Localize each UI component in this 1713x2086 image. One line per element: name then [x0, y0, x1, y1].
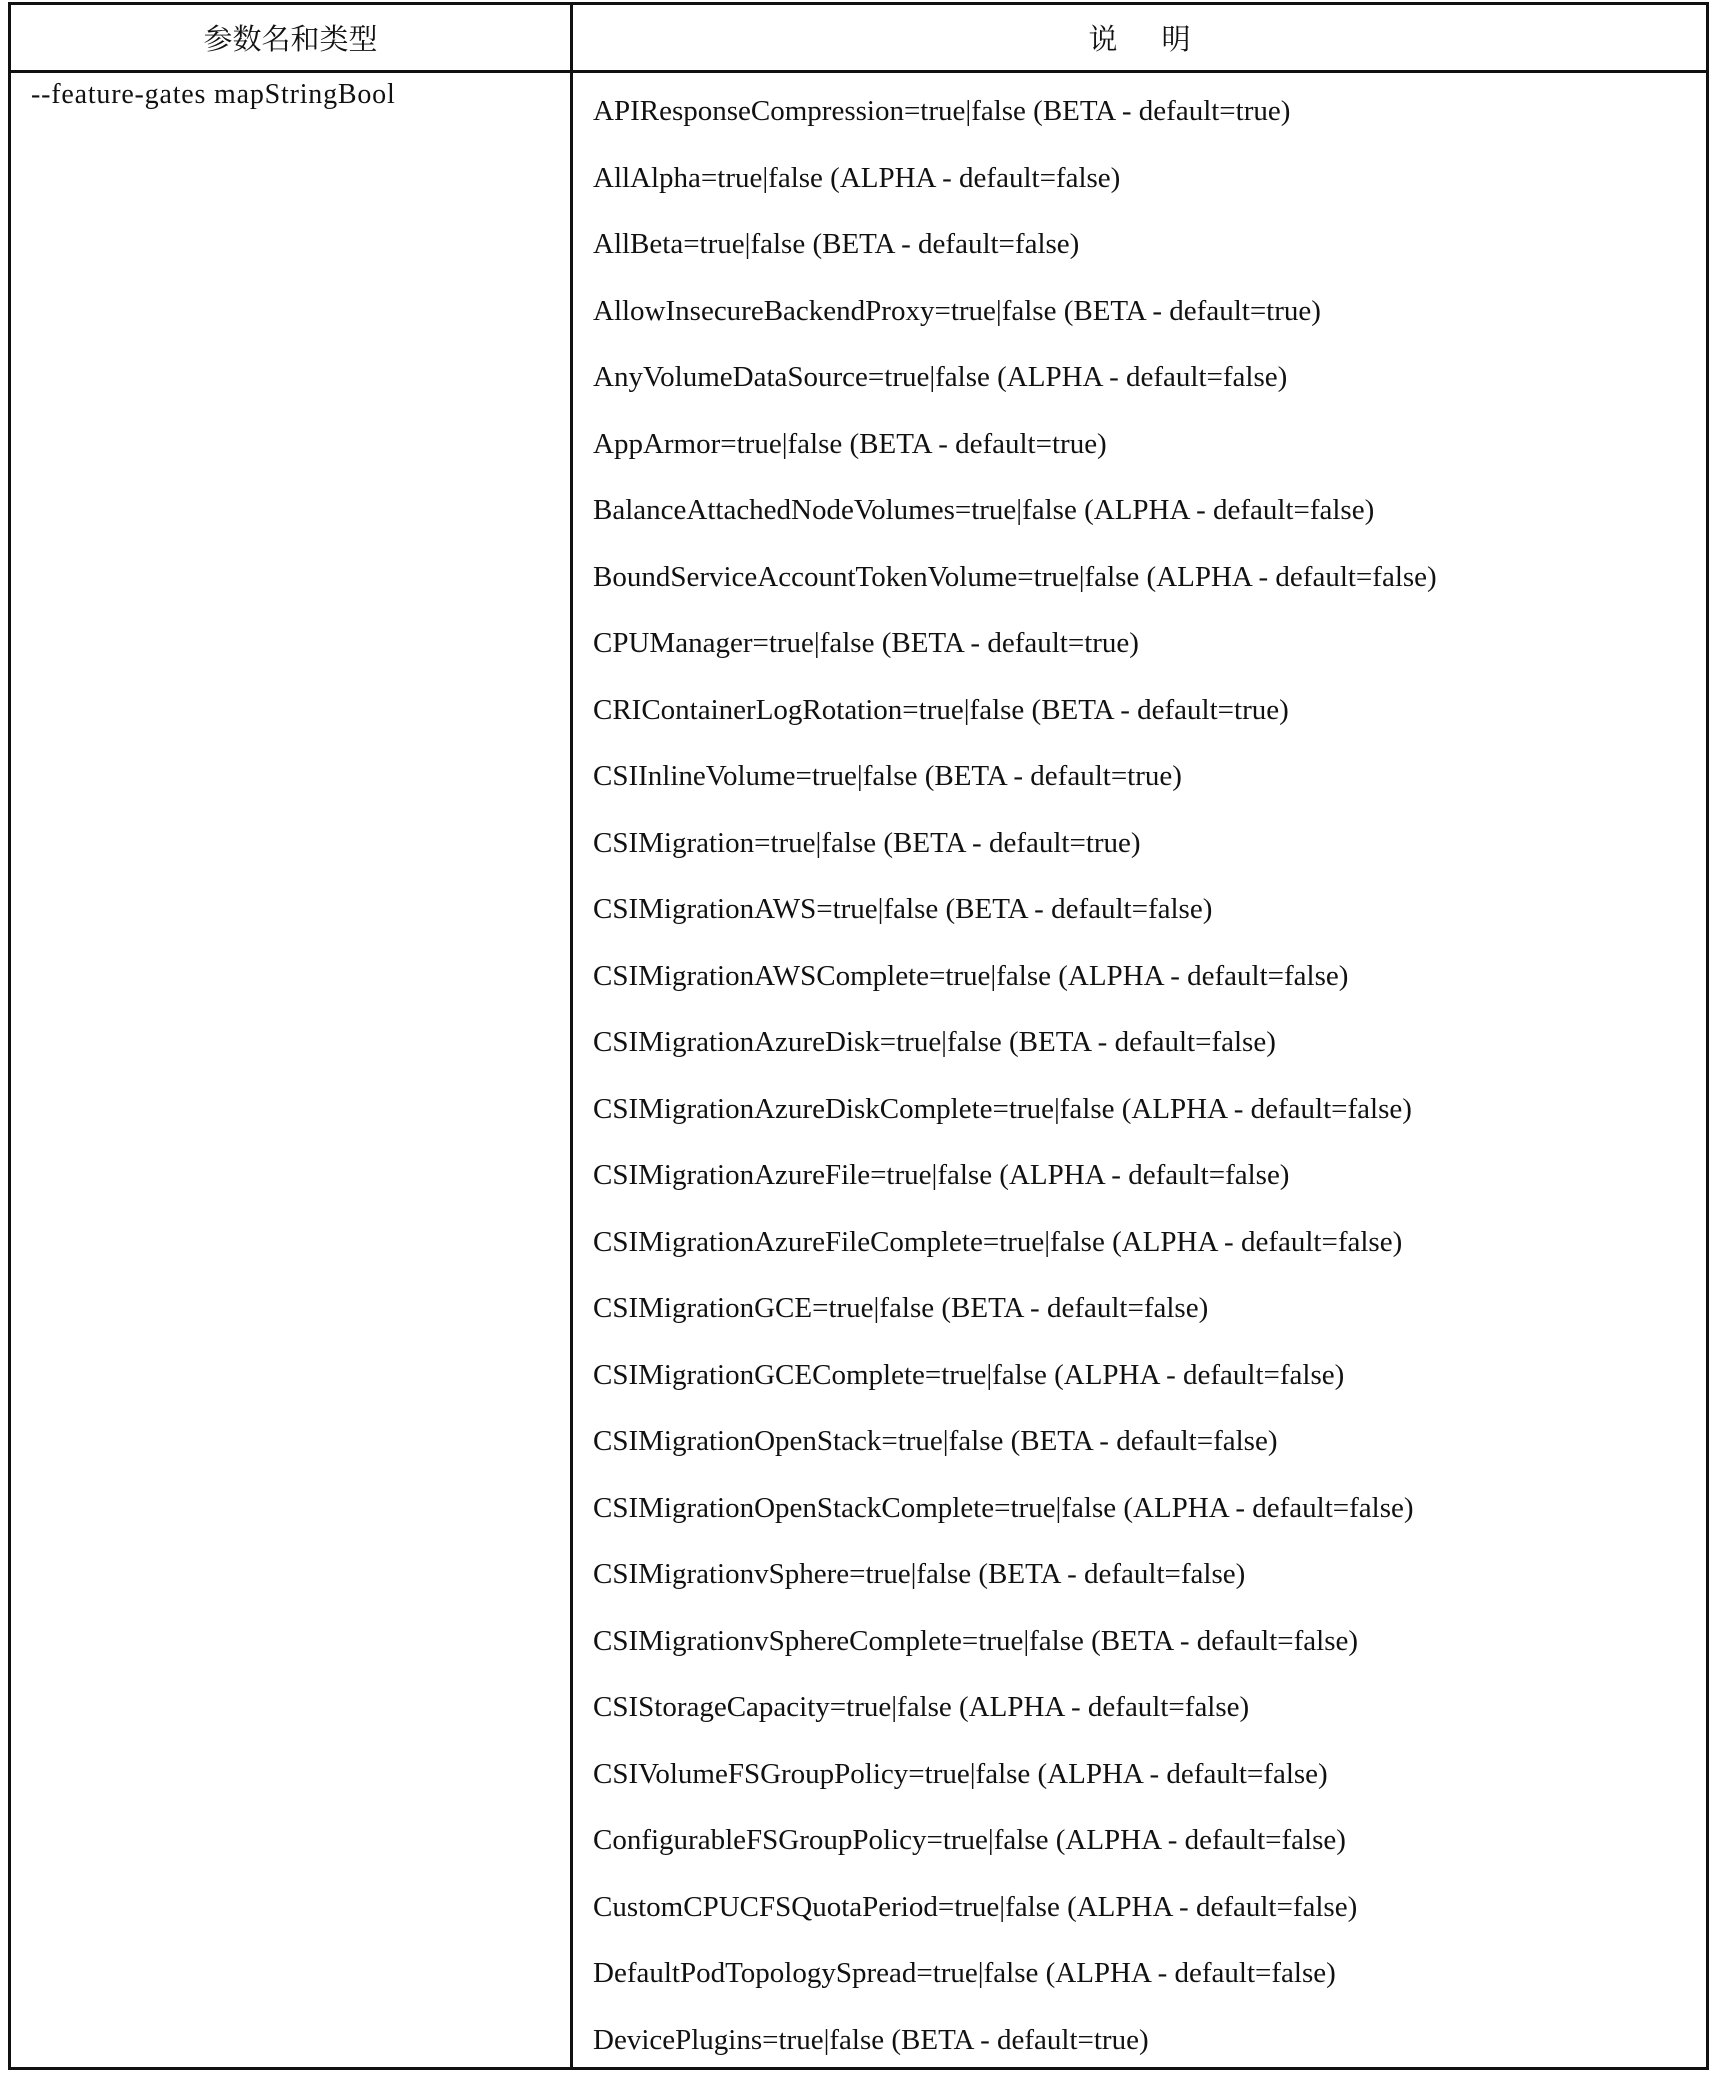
- feature-gate-item: CSIMigrationGCEComplete=true|false (ALPHA - default=false): [593, 1355, 1437, 1422]
- feature-gate-item: CSIMigrationvSphereComplete=true|false (BETA - default=false): [593, 1621, 1437, 1688]
- feature-gate-item: DevicePlugins=true|false (BETA - default=true): [593, 2020, 1437, 2086]
- header-param-type: 参数名和类型: [11, 5, 570, 70]
- parameter-table: [8, 2, 1709, 2070]
- param-name-cell: --feature-gates mapStringBool: [31, 79, 396, 111]
- feature-gate-item: CustomCPUCFSQuotaPeriod=true|false (ALPHA - default=false): [593, 1887, 1437, 1954]
- feature-gate-item: AllAlpha=true|false (ALPHA - default=false): [593, 158, 1437, 225]
- feature-gate-item: CSIMigrationAzureFile=true|false (ALPHA - default=false): [593, 1155, 1437, 1222]
- feature-gate-item: CSIMigrationvSphere=true|false (BETA - default=false): [593, 1554, 1437, 1621]
- feature-gate-item: APIResponseCompression=true|false (BETA - default=true): [593, 91, 1437, 158]
- feature-gate-item: CSIVolumeFSGroupPolicy=true|false (ALPHA - default=false): [593, 1754, 1437, 1821]
- feature-gate-item: AllowInsecureBackendProxy=true|false (BETA - default=true): [593, 291, 1437, 358]
- feature-gate-item: CSIMigrationOpenStackComplete=true|false (ALPHA - default=false): [593, 1488, 1437, 1555]
- feature-gate-item: CSIMigration=true|false (BETA - default=true): [593, 823, 1437, 890]
- feature-gate-item: CSIMigrationOpenStack=true|false (BETA - default=false): [593, 1421, 1437, 1488]
- feature-gate-item: DefaultPodTopologySpread=true|false (ALPHA - default=false): [593, 1953, 1437, 2020]
- table-header-row: [11, 5, 1706, 73]
- feature-gate-item: ConfigurableFSGroupPolicy=true|false (ALPHA - default=false): [593, 1820, 1437, 1887]
- feature-gate-item: BoundServiceAccountTokenVolume=true|false (ALPHA - default=false): [593, 557, 1437, 624]
- feature-gate-item: CSIMigrationGCE=true|false (BETA - default=false): [593, 1288, 1437, 1355]
- feature-gate-item: CSIStorageCapacity=true|false (ALPHA - default=false): [593, 1687, 1437, 1754]
- feature-gate-item: CPUManager=true|false (BETA - default=true): [593, 623, 1437, 690]
- feature-gate-item: CRIContainerLogRotation=true|false (BETA - default=true): [593, 690, 1437, 757]
- feature-gate-item: CSIMigrationAzureDiskComplete=true|false (ALPHA - default=false): [593, 1089, 1437, 1156]
- description-list: [593, 91, 1437, 2086]
- feature-gate-item: BalanceAttachedNodeVolumes=true|false (ALPHA - default=false): [593, 490, 1437, 557]
- feature-gate-item: CSIMigrationAWSComplete=true|false (ALPHA - default=false): [593, 956, 1437, 1023]
- feature-gate-item: AppArmor=true|false (BETA - default=true): [593, 424, 1437, 491]
- feature-gate-item: CSIMigrationAWS=true|false (BETA - default=false): [593, 889, 1437, 956]
- feature-gate-item: CSIInlineVolume=true|false (BETA - default=true): [593, 756, 1437, 823]
- feature-gate-item: CSIMigrationAzureDisk=true|false (BETA - default=false): [593, 1022, 1437, 1089]
- feature-gate-item: AllBeta=true|false (BETA - default=false): [593, 224, 1437, 291]
- feature-gate-item: CSIMigrationAzureFileComplete=true|false (ALPHA - default=false): [593, 1222, 1437, 1289]
- feature-gate-item: AnyVolumeDataSource=true|false (ALPHA - default=false): [593, 357, 1437, 424]
- column-divider: [570, 5, 573, 2067]
- header-description: 说明: [573, 5, 1706, 70]
